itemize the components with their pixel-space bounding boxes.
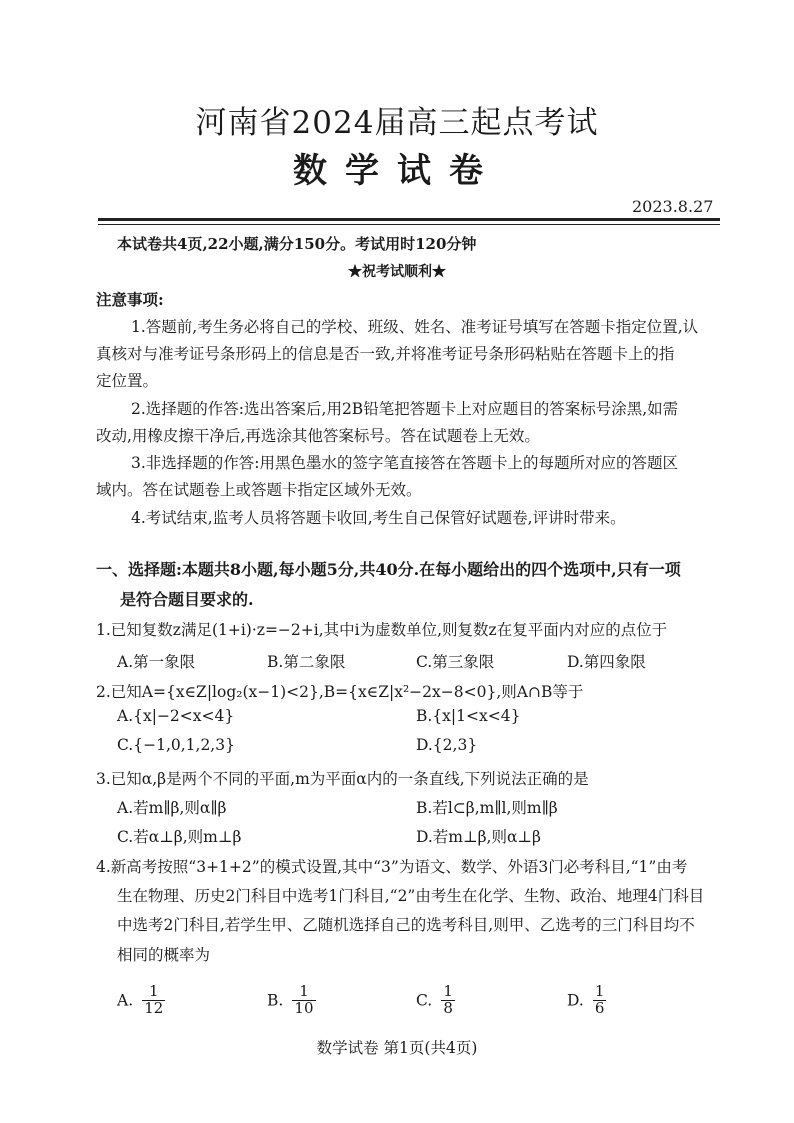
note-line: 域内。答在试题卷上或答题卡指定区域外无效。 — [96, 481, 422, 499]
fraction-denominator: 6 — [594, 998, 605, 1017]
note-line: 1.答题前,考生务必将自己的学校、班级、姓名、准考证号填写在答题卡指定位置,认 — [131, 318, 699, 336]
option-label: C. — [416, 991, 433, 1010]
option-c: C.若α⊥β,则m⊥β — [117, 828, 242, 846]
option-a: A.若m∥β,则α∥β — [117, 799, 227, 817]
option-a — [117, 984, 165, 1017]
option-label: D. — [567, 991, 584, 1010]
question-stem: 1.已知复数z满足(1+i)·z=−2+i,其中i为虚数单位,则复数z在复平面内对应的点位于 — [96, 621, 668, 639]
exam-info: 本试卷共4页,22小题,满分150分。考试用时120分钟 — [117, 235, 477, 253]
option-b: B.{x|1<x<4} — [416, 707, 521, 725]
section-heading: 一、选择题:本题共8小题,每小题5分,共40分.在每小题给出的四个选项中,只有一项 — [96, 560, 681, 579]
note-line: 4.考试结束,监考人员将答题卡收回,考生自己保管好试题卷,评讲时带来。 — [131, 509, 626, 527]
option-d: D.若m⊥β,则α⊥β — [416, 828, 541, 846]
good-luck-line: ★祝考试顺利★ — [348, 264, 446, 280]
option-c — [416, 984, 455, 1017]
option-d: D.第四象限 — [567, 653, 646, 671]
option-label: A. — [117, 991, 134, 1010]
option-label: B. — [267, 991, 284, 1010]
note-line: 2.选择题的作答:选出答案后,用2B铅笔把答题卡上对应题目的答案标号涂黑,如需 — [131, 400, 679, 418]
fraction — [142, 984, 165, 1017]
note-line: 3.非选择题的作答:用黑色墨水的签字笔直接答在答题卡上的每题所对应的答题区 — [131, 454, 679, 472]
note-line: 真核对与准考证号条形码上的信息是否一致,并将准考证号条形码粘贴在答题卡上的指 — [96, 345, 675, 363]
question-stem: 4.新高考按照“3+1+2”的模式设置,其中“3”为语文、数学、外语3门必考科目,“1”由考 — [96, 858, 688, 876]
fraction-numerator: 1 — [292, 984, 315, 1001]
section-heading-cont: 是符合题目要求的. — [120, 590, 254, 609]
fraction-numerator: 1 — [142, 984, 165, 1001]
option-b — [267, 984, 316, 1017]
option-d: D.{2,3} — [416, 736, 478, 754]
fraction — [593, 984, 607, 1017]
question-stem: 3.已知α,β是两个不同的平面,m为平面α内的一条直线,下列说法正确的是 — [96, 770, 589, 788]
note-line: 定位置。 — [96, 372, 159, 390]
fraction-denominator: 8 — [443, 998, 453, 1017]
fraction-numerator: 1 — [443, 982, 453, 1000]
question-stem-cont: 生在物理、历史2门科目中选考1门科目,“2”由考生在化学、生物、政治、地理4门科目 — [117, 887, 705, 905]
fraction-numerator: 1 — [594, 982, 605, 1000]
fraction — [441, 984, 455, 1017]
header-divider-thick — [98, 218, 720, 221]
notes-heading: 注意事项: — [96, 290, 164, 309]
option-c: C.第三象限 — [416, 653, 495, 671]
fraction-denominator: 12 — [144, 998, 164, 1017]
note-line: 改动,用橡皮擦干净后,再选涂其他答案标号。答在试题卷上无效。 — [96, 427, 540, 445]
exam-date: 2023.8.27 — [632, 197, 714, 216]
page-footer: 数学试卷 第1页(共4页) — [316, 1039, 478, 1057]
exam-title: 河南省2024届高三起点考试 — [195, 105, 599, 141]
fraction — [292, 984, 315, 1017]
question-stem: 2.已知A={x∈Z|log₂(x−1)<2},B={x∈Z|x²−2x−8<0},则A∩B等于 — [96, 683, 584, 701]
option-a: A.第一象限 — [117, 653, 196, 671]
exam-subtitle: 数学试卷 — [293, 151, 501, 191]
option-c: C.{−1,0,1,2,3} — [117, 736, 235, 754]
option-d — [567, 984, 606, 1017]
question-stem-cont: 相同的概率为 — [117, 946, 211, 964]
header-divider-thin — [98, 224, 720, 225]
question-stem-cont: 中选考2门科目,若学生甲、乙随机选择自己的选考科目,则甲、乙选考的三门科目均不 — [117, 916, 695, 934]
option-b: B.第二象限 — [267, 653, 346, 671]
option-a: A.{x|−2<x<4} — [117, 707, 235, 725]
fraction-denominator: 10 — [294, 998, 314, 1017]
option-b: B.若l⊂β,m∥l,则m∥β — [416, 799, 558, 817]
